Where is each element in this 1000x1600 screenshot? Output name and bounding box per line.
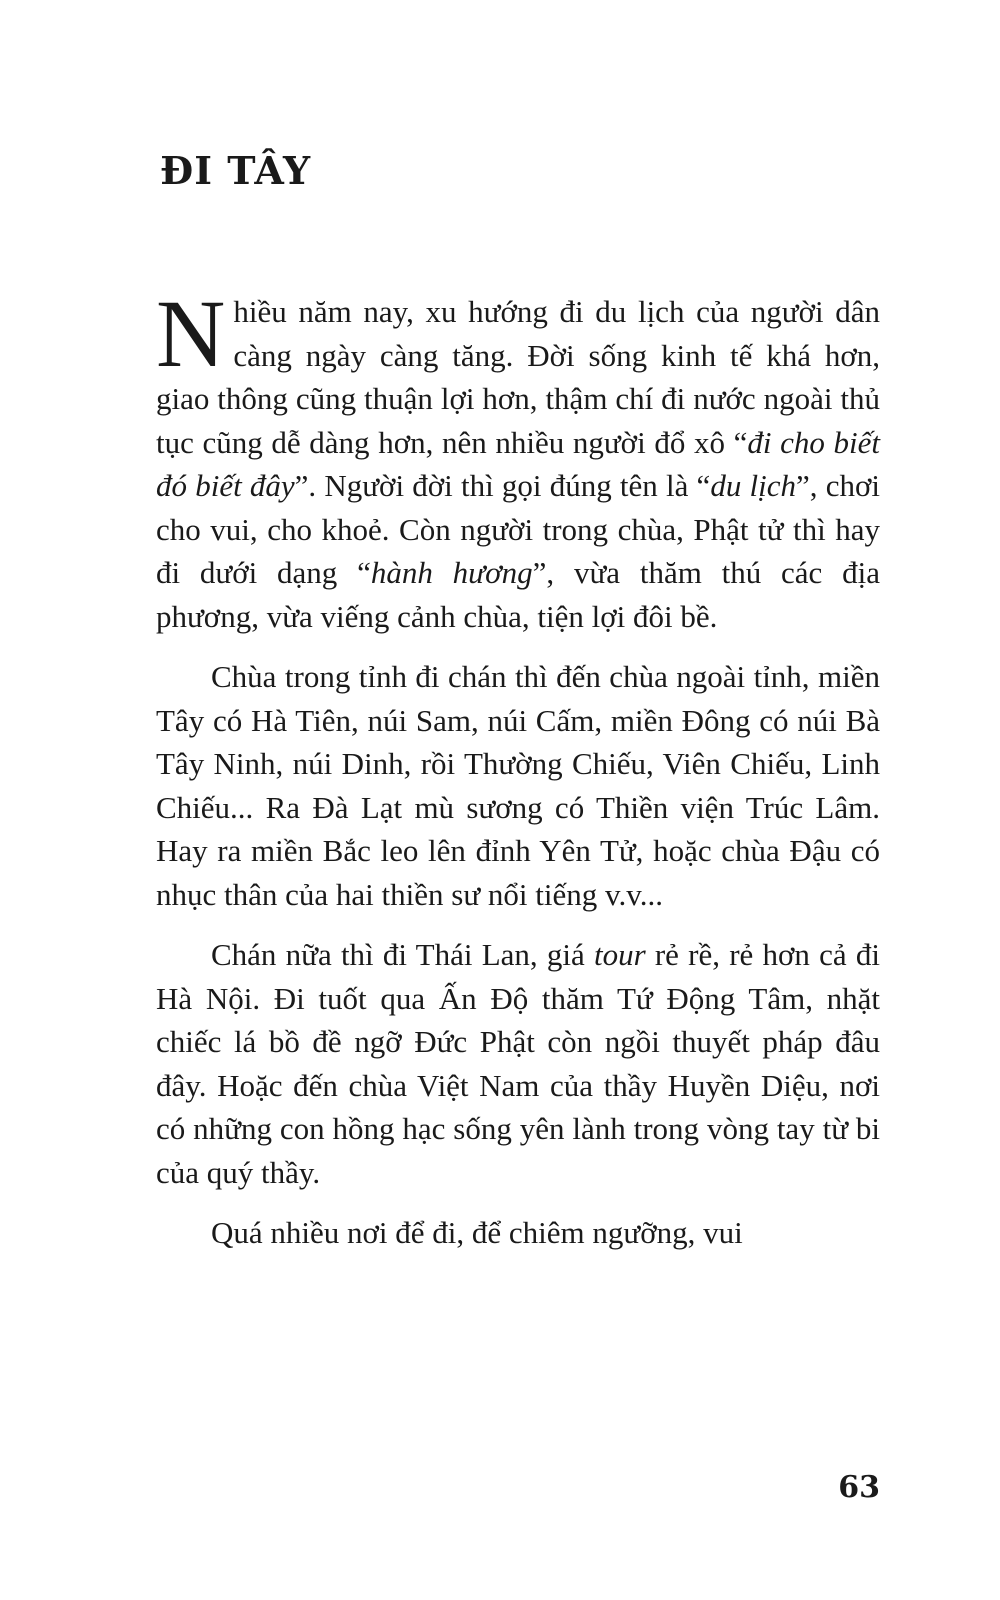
paragraph-3-text-b: rẻ rề, rẻ hơn cả đi Hà Nội. Đi tuốt qua Ấn Độ thăm Tứ Động Tâm, nhặt chiếc lá bồ đề ngỡ Đức Phật còn ngồi thuyết pháp đâu đây. Hoặc đến chùa Việt Nam của thầy Huyền Diệu, nơi có những con hồng hạc sống yên lành trong vòng tay từ bi của quý thầy. (156, 937, 880, 1190)
paragraph-3 (156, 933, 880, 1194)
paragraph-1-text-d: ”, vừa thăm thú các địa phương, vừa viếng cảnh chùa, tiện lợi đôi bề. (156, 555, 880, 634)
quote-hanh-huong: hành hương (370, 555, 533, 590)
word-tour: tour (593, 937, 646, 972)
paragraph-4: Quá nhiều nơi để đi, để chiêm ngưỡng, vui (211, 1215, 743, 1250)
paragraph-2: Chùa trong tỉnh đi chán thì đến chùa ngoài tỉnh, miền Tây có Hà Tiên, núi Sam, núi Cấm, miền Đông có núi Bà Tây Ninh, núi Dinh, rồi Thường Chiếu, Viên Chiếu, Linh Chiếu... Ra Đà Lạt mù sương có Thiền viện Trúc Lâm. Hay ra miền Bắc leo lên đỉnh Yên Tử, hoặc chùa Đậu có nhục thân của hai thiền sư nổi tiếng v.v... (156, 659, 880, 912)
paragraph-1-text-a: hiều năm nay, xu hướng đi du lịch của người dân càng ngày càng tăng. Đời sống kinh tế khá hơn, giao thông cũng thuận lợi hơn, thậm chí đi nước ngoài thủ tục cũng dễ dàng hơn, nên nhiều người đổ xô “ (156, 294, 880, 460)
paragraph-1-text-b: ”. Người đời thì gọi đúng tên là “ (294, 468, 711, 503)
paragraph-1 (156, 280, 880, 638)
body-text (156, 280, 880, 1272)
quote-di-cho-biet: đi cho biết đó biết đây (156, 424, 880, 503)
quote-du-lich: du lịch (710, 468, 796, 503)
chapter-title: ĐI TÂY (160, 148, 312, 193)
paragraph-3-text-a: Chán nữa thì đi Thái Lan, giá (211, 937, 594, 972)
drop-cap-letter: N (156, 280, 226, 387)
page-number: 63 (838, 1470, 880, 1505)
paragraph-1-text-c: ”, chơi cho vui, cho khoẻ. Còn người trong chùa, Phật tử thì hay đi dưới dạng “ (156, 468, 880, 590)
